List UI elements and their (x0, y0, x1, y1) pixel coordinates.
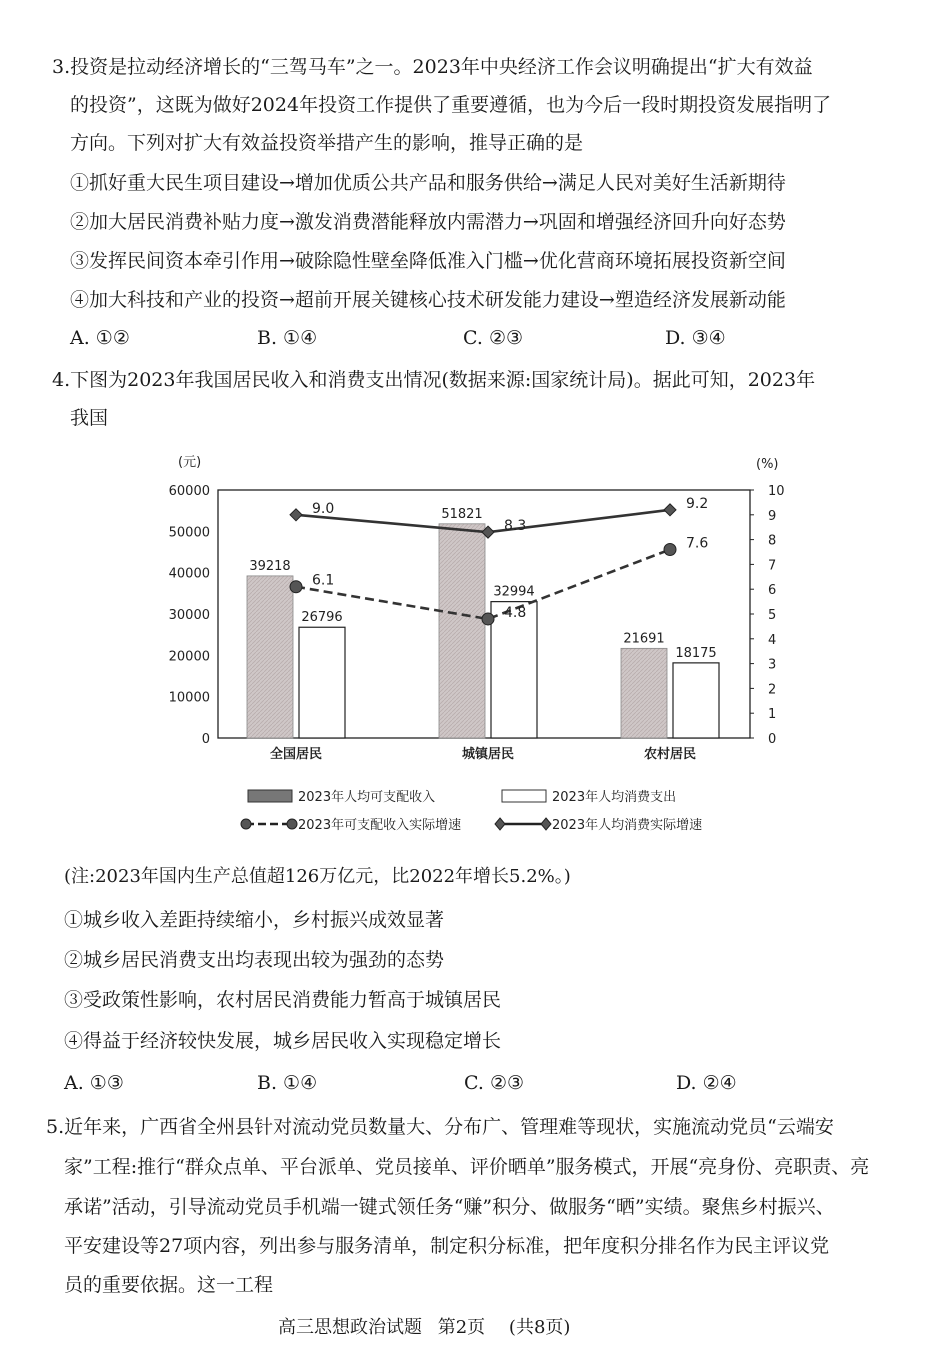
spending-growth-point (290, 509, 302, 521)
q3-line-1: 3.投资是拉动经济增长的“三驾马车”之一。2023年中央经济工作会议明确提出“扩大有效益 (52, 56, 813, 78)
y-axis-right-unit: (%) (756, 457, 779, 472)
q3-item-2: ②加大居民消费补贴力度→激发消费潜能释放内需潜力→巩固和增强经济回升向好态势 (70, 211, 786, 233)
q4-item-4: ④得益于经济较快发展，城乡居民收入实现稳定增长 (64, 1030, 502, 1052)
q3-item-1: ①抓好重大民生项目建设→增加优质公共产品和服务供给→满足人民对美好生活新期待 (70, 172, 786, 194)
bar-spending (299, 627, 345, 738)
footer-total: (共8页) (508, 1317, 571, 1338)
q4-option-b[interactable]: B. ①④ (257, 1072, 318, 1094)
q4-option-c[interactable]: C. ②③ (464, 1072, 525, 1094)
q3-option-b[interactable]: B. ①④ (257, 327, 318, 349)
y-tick-right: 3 (768, 657, 777, 673)
q3-item-4: ④加大科技和产业的投资→超前开展关键核心技术研发能力建设→塑造经济发展新动能 (70, 289, 786, 311)
q4-item-3: ③受政策性影响，农村居民消费能力暂高于城镇居民 (64, 989, 502, 1011)
y-tick-right: 6 (768, 583, 777, 599)
bar-income (247, 576, 293, 738)
x-tick-label: 全国居民 (269, 747, 323, 762)
footer-subject: 高三思想政治试题 (278, 1317, 422, 1338)
y-tick-right: 5 (768, 608, 777, 623)
legend-marker-income-growth (287, 819, 297, 829)
q3-line-2: 的投资”，这既为做好2024年投资工作提供了重要遵循，也为今后一段时期投资发展指明了 (70, 94, 832, 116)
q4-option-d[interactable]: D. ②④ (676, 1072, 737, 1094)
y-tick-left: 40000 (168, 566, 210, 582)
y-tick-left: 60000 (168, 484, 210, 499)
q5-line-3: 承诺”活动，引导流动党员手机端一键式领任务“赚”积分、做服务“晒”实绩。聚焦乡村振兴、 (64, 1196, 835, 1218)
q4-line-1: 4.下图为2023年我国居民收入和消费支出情况(数据来源:国家统计局)。据此可知，2023年 (52, 369, 816, 391)
income-growth-label: 6.1 (312, 572, 335, 589)
legend-label-spending-growth: 2023年人均消费实际增速 (552, 818, 703, 833)
bar-income-label: 39218 (249, 558, 291, 574)
q5-line-4: 平安建设等27项内容，列出参与服务清单，制定积分标准，把年度积分排名作为民主评议党 (64, 1235, 830, 1257)
income-growth-point (482, 613, 494, 625)
q4-note: (注:2023年国内生产总值超126万亿元，比2022年增长5.2%。) (64, 866, 571, 887)
legend-label-income-growth: 2023年可支配收入实际增速 (298, 818, 462, 833)
spending-growth-point (664, 504, 676, 516)
q4-item-1: ①城乡收入差距持续缩小，乡村振兴成效显著 (64, 909, 445, 931)
bar-spending-label: 26796 (301, 610, 343, 626)
bar-spending-label: 32994 (493, 584, 535, 600)
y-tick-right: 2 (768, 682, 777, 698)
q5-line-5: 员的重要依据。这一工程 (64, 1274, 274, 1296)
bar-income (439, 524, 485, 738)
y-tick-left: 30000 (168, 608, 210, 623)
q3-option-a[interactable]: A. ①② (70, 327, 130, 349)
q3-line-3: 方向。下列对扩大有效益投资举措产生的影响，推导正确的是 (70, 132, 584, 154)
y-tick-right: 4 (768, 632, 777, 648)
q5-line-2: 家”工程:推行“群众点单、平台派单、党员接单、评价晒单”服务模式，开展“亮身份、亮职责、亮 (64, 1156, 870, 1178)
income-growth-label: 4.8 (504, 604, 527, 621)
q4-item-2: ②城乡居民消费支出均表现出较为强劲的态势 (64, 949, 445, 971)
y-tick-left: 20000 (168, 649, 210, 665)
bar-spending (491, 602, 537, 738)
q5-line-1: 5.近年来，广西省全州县针对流动党员数量大、分布广、管理难等现状，实施流动党员“云端安 (46, 1116, 834, 1138)
q4-line-2: 我国 (70, 407, 109, 429)
y-tick-right: 1 (768, 707, 777, 723)
bar-income-label: 21691 (623, 631, 665, 647)
y-axis-left-unit: (元) (178, 455, 202, 470)
income-growth-point (290, 581, 302, 593)
y-tick-right: 9 (768, 508, 777, 524)
y-tick-right: 7 (768, 558, 777, 574)
bar-spending (673, 663, 719, 738)
bar-income (621, 648, 667, 738)
legend-label-spending: 2023年人均消费支出 (552, 790, 677, 805)
q4-option-a[interactable]: A. ①③ (64, 1072, 124, 1094)
q3-option-d[interactable]: D. ③④ (665, 327, 726, 349)
income-growth-point (664, 544, 676, 556)
bar-income-label: 51821 (441, 506, 483, 522)
y-tick-right: 10 (768, 484, 785, 499)
x-tick-label: 城镇居民 (461, 747, 515, 762)
spending-growth-label: 9.2 (686, 495, 709, 512)
y-tick-right: 8 (768, 533, 777, 549)
legend-label-income: 2023年人均可支配收入 (298, 790, 436, 805)
y-tick-left: 0 (201, 732, 210, 747)
y-tick-left: 50000 (168, 525, 210, 541)
income-growth-label: 7.6 (686, 535, 709, 552)
income-spending-chart (160, 448, 800, 843)
y-tick-left: 10000 (168, 690, 210, 706)
legend-marker-spending-growth (495, 818, 505, 830)
legend-marker-income-growth (241, 819, 251, 829)
legend-swatch-income (248, 790, 292, 802)
legend-swatch-spending (502, 790, 546, 802)
q3-option-c[interactable]: C. ②③ (463, 327, 524, 349)
spending-growth-label: 8.3 (504, 518, 527, 535)
y-tick-right: 0 (768, 732, 777, 747)
legend-marker-spending-growth (541, 818, 551, 830)
spending-growth-label: 9.0 (312, 500, 335, 517)
page-footer (278, 1313, 570, 1339)
footer-page: 第2页 (437, 1317, 486, 1338)
x-tick-label: 农村居民 (643, 747, 697, 762)
q3-item-3: ③发挥民间资本牵引作用→破除隐性壁垒降低准入门槛→优化营商环境拓展投资新空间 (70, 250, 786, 272)
bar-spending-label: 18175 (675, 645, 717, 661)
